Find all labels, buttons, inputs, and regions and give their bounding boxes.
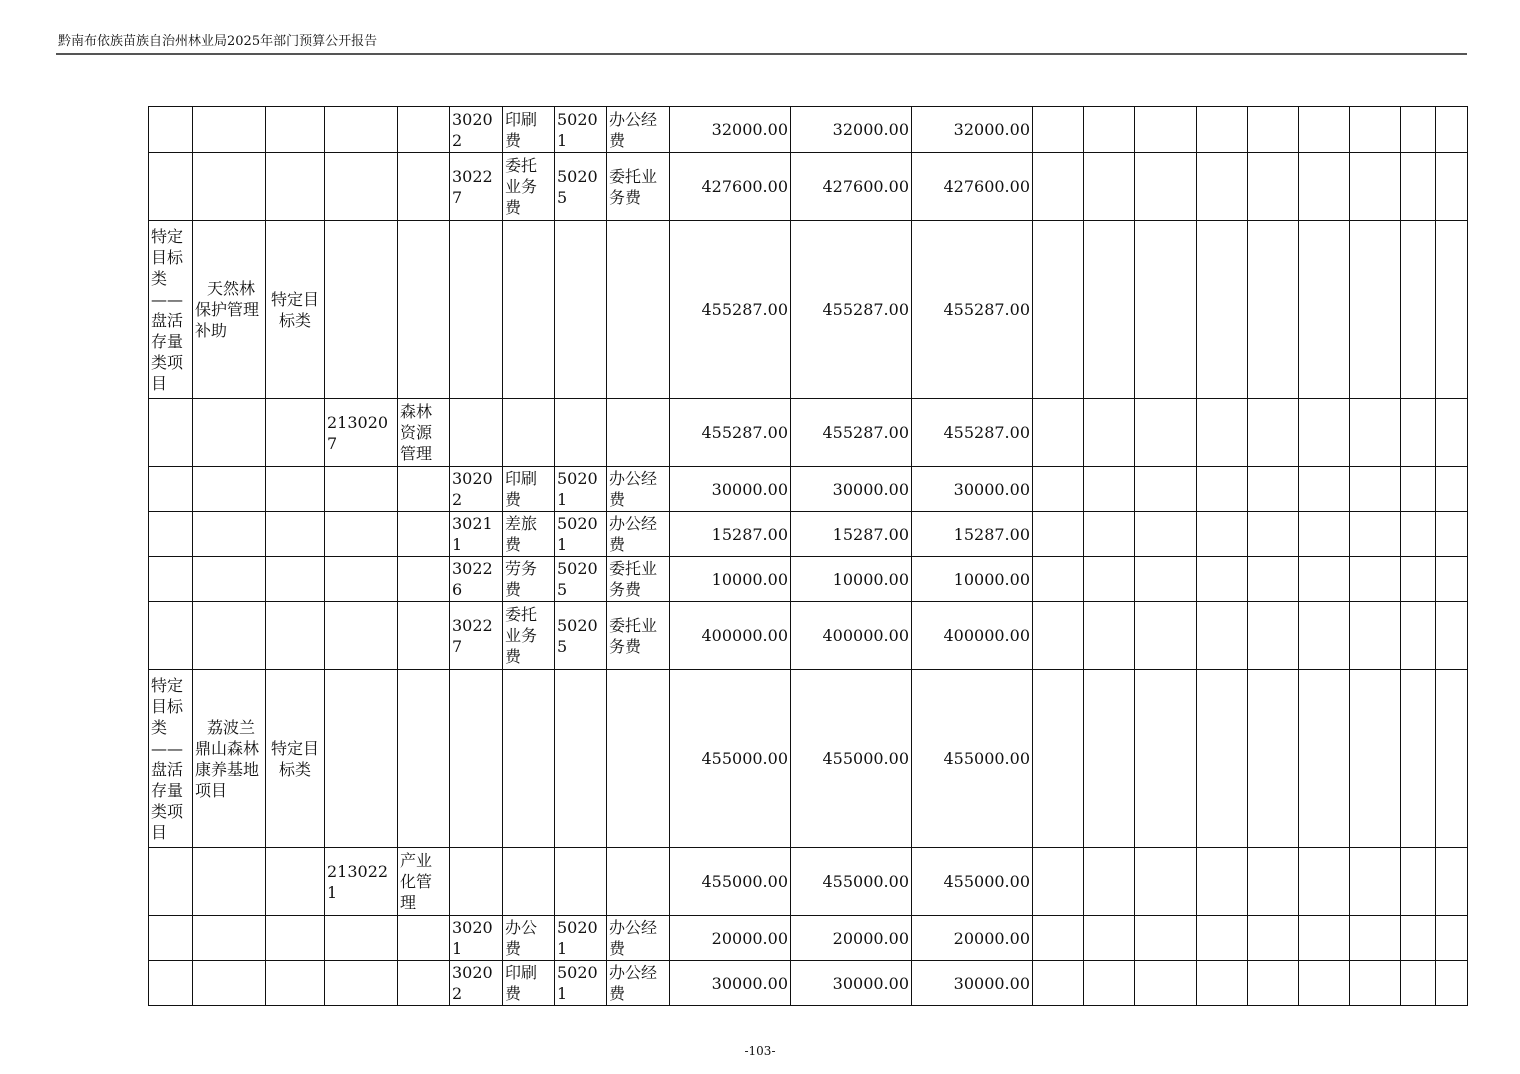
econ-code-cell bbox=[450, 399, 503, 467]
econ-name-cell: 印刷费 bbox=[503, 467, 555, 512]
empty-cell bbox=[1401, 221, 1436, 399]
empty-cell bbox=[1436, 557, 1468, 602]
empty-cell bbox=[1033, 916, 1084, 961]
empty-cell bbox=[1084, 512, 1135, 557]
empty-cell bbox=[1197, 467, 1248, 512]
function-code-cell bbox=[325, 602, 398, 670]
empty-cell bbox=[1401, 602, 1436, 670]
project-name-cell bbox=[193, 153, 266, 221]
table-row bbox=[149, 557, 1468, 602]
empty-cell bbox=[1248, 670, 1299, 848]
current-year-amount-cell: 400000.00 bbox=[791, 602, 912, 670]
general-budget-amount-cell: 455000.00 bbox=[912, 848, 1033, 916]
empty-cell bbox=[1197, 848, 1248, 916]
empty-cell bbox=[1197, 107, 1248, 153]
empty-cell bbox=[1436, 153, 1468, 221]
function-name-cell bbox=[398, 961, 450, 1006]
table-row bbox=[149, 512, 1468, 557]
current-year-amount-cell: 32000.00 bbox=[791, 107, 912, 153]
budget-table-body bbox=[149, 107, 1468, 1006]
function-code-cell bbox=[325, 916, 398, 961]
empty-cell bbox=[1248, 602, 1299, 670]
econ-code-cell: 30201 bbox=[450, 916, 503, 961]
empty-cell bbox=[1248, 399, 1299, 467]
general-budget-amount-cell: 30000.00 bbox=[912, 467, 1033, 512]
current-year-amount-cell: 15287.00 bbox=[791, 512, 912, 557]
project-category-cell bbox=[149, 153, 193, 221]
project-type-cell bbox=[266, 107, 325, 153]
total-amount-cell: 427600.00 bbox=[670, 153, 791, 221]
project-name-cell bbox=[193, 961, 266, 1006]
general-budget-amount-cell: 10000.00 bbox=[912, 557, 1033, 602]
empty-cell bbox=[1401, 107, 1436, 153]
gov-econ-name-cell bbox=[607, 670, 670, 848]
function-code-cell: 2130221 bbox=[325, 848, 398, 916]
general-budget-amount-cell: 400000.00 bbox=[912, 602, 1033, 670]
function-name-cell bbox=[398, 670, 450, 848]
table-row bbox=[149, 399, 1468, 467]
gov-econ-name-cell: 委托业务费 bbox=[607, 602, 670, 670]
project-category-cell: 特定目标类——盘活存量类项目 bbox=[149, 670, 193, 848]
econ-name-cell: 劳务费 bbox=[503, 557, 555, 602]
empty-cell bbox=[1401, 512, 1436, 557]
function-code-cell: 2130207 bbox=[325, 399, 398, 467]
function-code-cell bbox=[325, 467, 398, 512]
empty-cell bbox=[1350, 670, 1401, 848]
empty-cell bbox=[1248, 512, 1299, 557]
general-budget-amount-cell: 32000.00 bbox=[912, 107, 1033, 153]
gov-econ-code-cell: 50205 bbox=[555, 557, 607, 602]
project-category-cell bbox=[149, 512, 193, 557]
current-year-amount-cell: 455287.00 bbox=[791, 399, 912, 467]
current-year-amount-cell: 455000.00 bbox=[791, 848, 912, 916]
empty-cell bbox=[1135, 557, 1197, 602]
empty-cell bbox=[1197, 512, 1248, 557]
empty-cell bbox=[1248, 221, 1299, 399]
empty-cell bbox=[1135, 512, 1197, 557]
empty-cell bbox=[1401, 399, 1436, 467]
empty-cell bbox=[1033, 221, 1084, 399]
project-type-cell bbox=[266, 153, 325, 221]
empty-cell bbox=[1436, 467, 1468, 512]
empty-cell bbox=[1135, 153, 1197, 221]
empty-cell bbox=[1248, 848, 1299, 916]
empty-cell bbox=[1084, 602, 1135, 670]
econ-name-cell: 委托业务费 bbox=[503, 602, 555, 670]
empty-cell bbox=[1135, 221, 1197, 399]
empty-cell bbox=[1299, 153, 1350, 221]
empty-cell bbox=[1033, 961, 1084, 1006]
empty-cell bbox=[1033, 512, 1084, 557]
econ-code-cell: 30226 bbox=[450, 557, 503, 602]
table-row bbox=[149, 961, 1468, 1006]
general-budget-amount-cell: 15287.00 bbox=[912, 512, 1033, 557]
project-type-cell bbox=[266, 602, 325, 670]
econ-code-cell: 30202 bbox=[450, 107, 503, 153]
project-name-cell: 荔波兰鼎山森林康养基地项目 bbox=[193, 670, 266, 848]
project-category-cell: 特定目标类——盘活存量类项目 bbox=[149, 221, 193, 399]
gov-econ-name-cell bbox=[607, 848, 670, 916]
empty-cell bbox=[1299, 961, 1350, 1006]
econ-code-cell bbox=[450, 670, 503, 848]
project-category-cell bbox=[149, 107, 193, 153]
empty-cell bbox=[1135, 467, 1197, 512]
function-name-cell bbox=[398, 557, 450, 602]
project-type-cell bbox=[266, 399, 325, 467]
empty-cell bbox=[1299, 557, 1350, 602]
project-type-cell bbox=[266, 961, 325, 1006]
econ-code-cell bbox=[450, 221, 503, 399]
total-amount-cell: 15287.00 bbox=[670, 512, 791, 557]
empty-cell bbox=[1197, 153, 1248, 221]
total-amount-cell: 455287.00 bbox=[670, 221, 791, 399]
total-amount-cell: 20000.00 bbox=[670, 916, 791, 961]
project-name-cell bbox=[193, 467, 266, 512]
function-name-cell: 森林资源管理 bbox=[398, 399, 450, 467]
empty-cell bbox=[1299, 107, 1350, 153]
function-name-cell: 产业化管理 bbox=[398, 848, 450, 916]
gov-econ-name-cell: 办公经费 bbox=[607, 916, 670, 961]
table-row bbox=[149, 153, 1468, 221]
empty-cell bbox=[1436, 602, 1468, 670]
empty-cell bbox=[1299, 602, 1350, 670]
header-divider bbox=[56, 53, 1467, 55]
project-name-cell bbox=[193, 557, 266, 602]
current-year-amount-cell: 30000.00 bbox=[791, 467, 912, 512]
gov-econ-name-cell bbox=[607, 399, 670, 467]
gov-econ-code-cell: 50201 bbox=[555, 467, 607, 512]
function-code-cell bbox=[325, 670, 398, 848]
empty-cell bbox=[1248, 107, 1299, 153]
empty-cell bbox=[1033, 467, 1084, 512]
econ-name-cell: 委托业务费 bbox=[503, 153, 555, 221]
empty-cell bbox=[1299, 512, 1350, 557]
gov-econ-name-cell: 办公经费 bbox=[607, 467, 670, 512]
project-type-cell bbox=[266, 848, 325, 916]
empty-cell bbox=[1299, 399, 1350, 467]
table-row bbox=[149, 848, 1468, 916]
function-name-cell bbox=[398, 602, 450, 670]
econ-name-cell bbox=[503, 670, 555, 848]
current-year-amount-cell: 427600.00 bbox=[791, 153, 912, 221]
econ-name-cell: 印刷费 bbox=[503, 961, 555, 1006]
project-type-cell bbox=[266, 467, 325, 512]
empty-cell bbox=[1436, 399, 1468, 467]
empty-cell bbox=[1084, 399, 1135, 467]
empty-cell bbox=[1436, 961, 1468, 1006]
gov-econ-name-cell bbox=[607, 221, 670, 399]
econ-name-cell: 差旅费 bbox=[503, 512, 555, 557]
econ-code-cell: 30202 bbox=[450, 467, 503, 512]
general-budget-amount-cell: 20000.00 bbox=[912, 916, 1033, 961]
empty-cell bbox=[1084, 961, 1135, 1006]
empty-cell bbox=[1299, 221, 1350, 399]
empty-cell bbox=[1135, 961, 1197, 1006]
function-name-cell bbox=[398, 221, 450, 399]
project-name-cell bbox=[193, 916, 266, 961]
empty-cell bbox=[1084, 467, 1135, 512]
empty-cell bbox=[1401, 670, 1436, 848]
gov-econ-code-cell bbox=[555, 399, 607, 467]
general-budget-amount-cell: 455000.00 bbox=[912, 670, 1033, 848]
econ-code-cell bbox=[450, 848, 503, 916]
empty-cell bbox=[1436, 916, 1468, 961]
empty-cell bbox=[1299, 670, 1350, 848]
empty-cell bbox=[1197, 557, 1248, 602]
project-name-cell bbox=[193, 848, 266, 916]
project-type-cell bbox=[266, 557, 325, 602]
gov-econ-code-cell bbox=[555, 848, 607, 916]
project-name-cell bbox=[193, 512, 266, 557]
empty-cell bbox=[1436, 670, 1468, 848]
table-row bbox=[149, 467, 1468, 512]
function-code-cell bbox=[325, 512, 398, 557]
total-amount-cell: 455287.00 bbox=[670, 399, 791, 467]
total-amount-cell: 32000.00 bbox=[670, 107, 791, 153]
function-name-cell bbox=[398, 107, 450, 153]
empty-cell bbox=[1350, 557, 1401, 602]
empty-cell bbox=[1401, 153, 1436, 221]
general-budget-amount-cell: 427600.00 bbox=[912, 153, 1033, 221]
function-code-cell bbox=[325, 557, 398, 602]
project-name-cell bbox=[193, 399, 266, 467]
empty-cell bbox=[1436, 848, 1468, 916]
table-row bbox=[149, 221, 1468, 399]
empty-cell bbox=[1299, 467, 1350, 512]
empty-cell bbox=[1135, 916, 1197, 961]
table-row bbox=[149, 602, 1468, 670]
total-amount-cell: 30000.00 bbox=[670, 467, 791, 512]
empty-cell bbox=[1197, 670, 1248, 848]
empty-cell bbox=[1135, 670, 1197, 848]
gov-econ-name-cell: 委托业务费 bbox=[607, 153, 670, 221]
project-type-cell bbox=[266, 512, 325, 557]
empty-cell bbox=[1033, 399, 1084, 467]
empty-cell bbox=[1135, 602, 1197, 670]
gov-econ-name-cell: 办公经费 bbox=[607, 961, 670, 1006]
project-category-cell bbox=[149, 399, 193, 467]
total-amount-cell: 455000.00 bbox=[670, 848, 791, 916]
empty-cell bbox=[1248, 916, 1299, 961]
empty-cell bbox=[1084, 221, 1135, 399]
empty-cell bbox=[1350, 399, 1401, 467]
empty-cell bbox=[1350, 153, 1401, 221]
empty-cell bbox=[1197, 221, 1248, 399]
empty-cell bbox=[1197, 602, 1248, 670]
empty-cell bbox=[1033, 670, 1084, 848]
empty-cell bbox=[1350, 512, 1401, 557]
econ-name-cell bbox=[503, 221, 555, 399]
current-year-amount-cell: 20000.00 bbox=[791, 916, 912, 961]
empty-cell bbox=[1084, 916, 1135, 961]
total-amount-cell: 10000.00 bbox=[670, 557, 791, 602]
general-budget-amount-cell: 455287.00 bbox=[912, 221, 1033, 399]
empty-cell bbox=[1033, 107, 1084, 153]
function-code-cell bbox=[325, 961, 398, 1006]
empty-cell bbox=[1436, 221, 1468, 399]
econ-name-cell: 印刷费 bbox=[503, 107, 555, 153]
project-type-cell: 特定目标类 bbox=[266, 670, 325, 848]
table-row bbox=[149, 670, 1468, 848]
total-amount-cell: 455000.00 bbox=[670, 670, 791, 848]
empty-cell bbox=[1401, 848, 1436, 916]
function-code-cell bbox=[325, 221, 398, 399]
project-category-cell bbox=[149, 916, 193, 961]
empty-cell bbox=[1350, 916, 1401, 961]
empty-cell bbox=[1084, 670, 1135, 848]
gov-econ-code-cell: 50201 bbox=[555, 916, 607, 961]
empty-cell bbox=[1135, 107, 1197, 153]
empty-cell bbox=[1401, 557, 1436, 602]
gov-econ-code-cell bbox=[555, 670, 607, 848]
empty-cell bbox=[1350, 848, 1401, 916]
function-name-cell bbox=[398, 153, 450, 221]
econ-name-cell bbox=[503, 848, 555, 916]
empty-cell bbox=[1436, 512, 1468, 557]
empty-cell bbox=[1350, 221, 1401, 399]
budget-table bbox=[148, 106, 1468, 1006]
empty-cell bbox=[1135, 848, 1197, 916]
empty-cell bbox=[1248, 557, 1299, 602]
project-type-cell bbox=[266, 916, 325, 961]
empty-cell bbox=[1401, 961, 1436, 1006]
empty-cell bbox=[1084, 848, 1135, 916]
empty-cell bbox=[1248, 961, 1299, 1006]
empty-cell bbox=[1350, 467, 1401, 512]
empty-cell bbox=[1350, 961, 1401, 1006]
current-year-amount-cell: 10000.00 bbox=[791, 557, 912, 602]
empty-cell bbox=[1033, 848, 1084, 916]
function-name-cell bbox=[398, 467, 450, 512]
project-category-cell bbox=[149, 848, 193, 916]
empty-cell bbox=[1248, 153, 1299, 221]
gov-econ-code-cell bbox=[555, 221, 607, 399]
econ-code-cell: 30202 bbox=[450, 961, 503, 1006]
empty-cell bbox=[1033, 557, 1084, 602]
econ-code-cell: 30227 bbox=[450, 602, 503, 670]
project-category-cell bbox=[149, 557, 193, 602]
econ-code-cell: 30211 bbox=[450, 512, 503, 557]
document-header-title: 黔南布依族苗族自治州林业局2025年部门预算公开报告 bbox=[58, 34, 378, 49]
empty-cell bbox=[1033, 153, 1084, 221]
function-code-cell bbox=[325, 153, 398, 221]
empty-cell bbox=[1299, 916, 1350, 961]
gov-econ-name-cell: 办公经费 bbox=[607, 512, 670, 557]
empty-cell bbox=[1350, 107, 1401, 153]
empty-cell bbox=[1084, 557, 1135, 602]
project-name-cell bbox=[193, 107, 266, 153]
empty-cell bbox=[1197, 399, 1248, 467]
empty-cell bbox=[1436, 107, 1468, 153]
current-year-amount-cell: 455000.00 bbox=[791, 670, 912, 848]
current-year-amount-cell: 455287.00 bbox=[791, 221, 912, 399]
econ-name-cell bbox=[503, 399, 555, 467]
gov-econ-name-cell: 委托业务费 bbox=[607, 557, 670, 602]
table-row bbox=[149, 916, 1468, 961]
gov-econ-code-cell: 50201 bbox=[555, 512, 607, 557]
empty-cell bbox=[1299, 848, 1350, 916]
gov-econ-code-cell: 50201 bbox=[555, 107, 607, 153]
gov-econ-code-cell: 50205 bbox=[555, 153, 607, 221]
function-name-cell bbox=[398, 916, 450, 961]
gov-econ-name-cell: 办公经费 bbox=[607, 107, 670, 153]
total-amount-cell: 400000.00 bbox=[670, 602, 791, 670]
empty-cell bbox=[1135, 399, 1197, 467]
empty-cell bbox=[1248, 467, 1299, 512]
empty-cell bbox=[1401, 467, 1436, 512]
empty-cell bbox=[1084, 153, 1135, 221]
project-category-cell bbox=[149, 961, 193, 1006]
table-row bbox=[149, 107, 1468, 153]
empty-cell bbox=[1084, 107, 1135, 153]
project-category-cell bbox=[149, 602, 193, 670]
function-name-cell bbox=[398, 512, 450, 557]
empty-cell bbox=[1401, 916, 1436, 961]
general-budget-amount-cell: 455287.00 bbox=[912, 399, 1033, 467]
page-number: -103- bbox=[744, 1044, 776, 1058]
project-name-cell: 天然林保护管理补助 bbox=[193, 221, 266, 399]
project-type-cell: 特定目标类 bbox=[266, 221, 325, 399]
empty-cell bbox=[1197, 961, 1248, 1006]
project-name-cell bbox=[193, 602, 266, 670]
empty-cell bbox=[1033, 602, 1084, 670]
gov-econ-code-cell: 50205 bbox=[555, 602, 607, 670]
econ-name-cell: 办公费 bbox=[503, 916, 555, 961]
current-year-amount-cell: 30000.00 bbox=[791, 961, 912, 1006]
empty-cell bbox=[1350, 602, 1401, 670]
general-budget-amount-cell: 30000.00 bbox=[912, 961, 1033, 1006]
econ-code-cell: 30227 bbox=[450, 153, 503, 221]
gov-econ-code-cell: 50201 bbox=[555, 961, 607, 1006]
function-code-cell bbox=[325, 107, 398, 153]
empty-cell bbox=[1197, 916, 1248, 961]
project-category-cell bbox=[149, 467, 193, 512]
total-amount-cell: 30000.00 bbox=[670, 961, 791, 1006]
